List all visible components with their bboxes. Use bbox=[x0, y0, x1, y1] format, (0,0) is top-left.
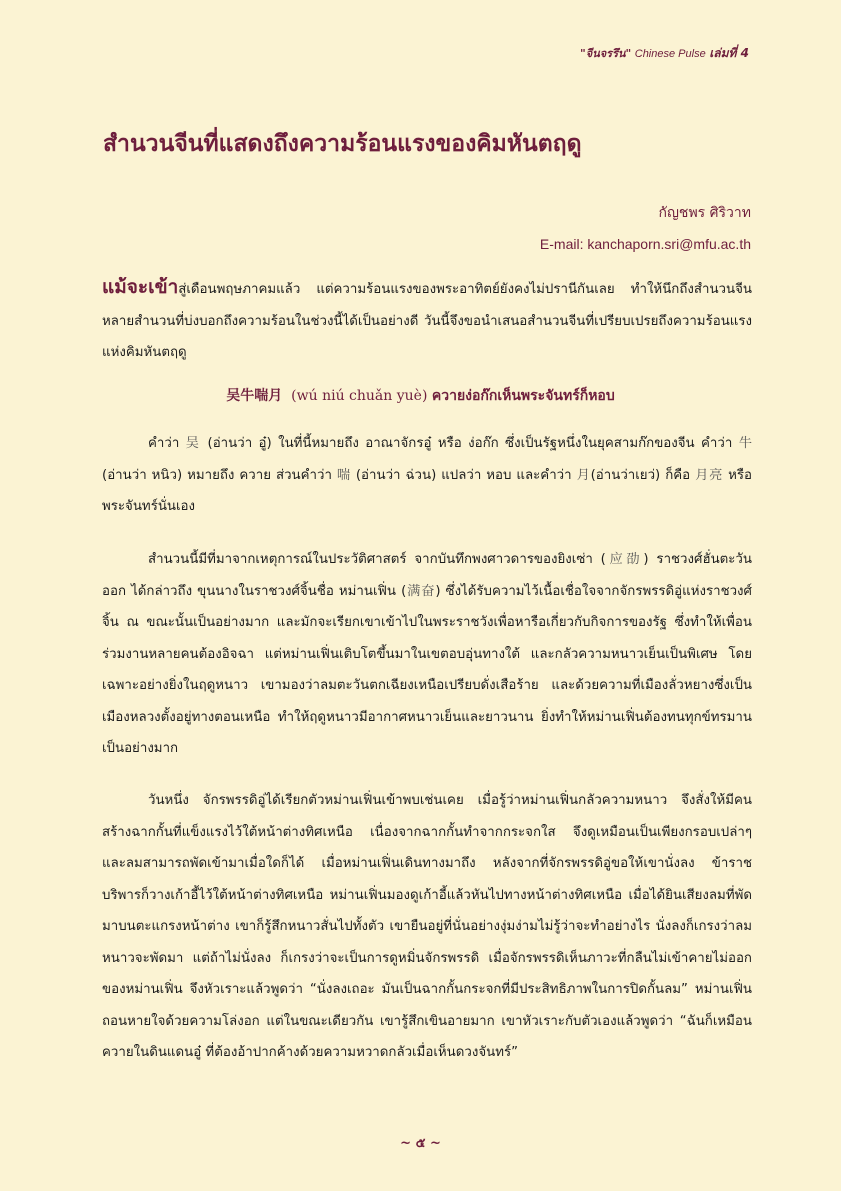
volume-label: เล่มที่ 4 bbox=[709, 46, 749, 60]
chinese-char: 应劭 bbox=[605, 552, 644, 567]
author-email: E-mail: kanchaporn.sri@mfu.ac.th bbox=[539, 236, 751, 252]
paragraph-origin bbox=[102, 544, 752, 765]
idiom-pinyin: (wú niú chuǎn yuè) bbox=[291, 388, 428, 404]
author-name: กัญชพร ศิริวาท bbox=[658, 205, 751, 221]
chinese-char: 喘 bbox=[336, 467, 351, 483]
text-span: (อ่านว่า อู๋) ในที่นี้หมายถึง อาณาจักรอู๋ หรือ ง่อก๊ก ซึ่งเป็นรัฐหนึ่งในยุคสามก๊กของจีน คำว่า bbox=[201, 436, 739, 451]
paragraph-word-meaning bbox=[102, 428, 752, 523]
text-span: ) ซึ่งได้รับความไว้เนื้อเชื่อใจจากจักรพรรดิอู่แห่งราชวงศ์จิ้น ณ ขณะนั้นเป็นอย่างมาก และมักจะเรียกเขาเข้าไปในพระราชวังเพื่อหารือเกี่ยวกับกิจการของรัฐ ซึ่งทำให้เพื่อนร่วมงานหลายคนต้องอิจฉา แต่หม่านเฟิ่นเติบโตขึ้นมาในเขตอบอุ่นทางใต้ และกลัวความหนาวเย็นเป็นพิเศษ โดยเฉพาะอย่างยิ่งในฤดูหนาว เขามองว่าลมตะวันตกเฉียงเหนือเปรียบดั่งเสือร้าย และด้วยความที่เมืองลั่วหยางซึ่งเป็นเมืองหลวงตั้งอยู่ทางตอนเหนือ ทำให้ฤดูหนาวมีอากาศหนาวเย็นและยาวนาน ยิ่งทำให้หม่านเฟิ่นต้องทนทุกข์ทรมานเป็นอย่างมาก bbox=[102, 583, 752, 756]
text-span: หรือพระจันทร์นั่นเอง bbox=[102, 467, 753, 514]
chinese-char: 牛 bbox=[738, 436, 752, 451]
text-span: (อ่านว่า หนิว) หมายถึง ควาย ส่วนคำว่า bbox=[102, 467, 337, 483]
text-span: คำว่า bbox=[148, 436, 186, 451]
chinese-char: 月亮 bbox=[695, 467, 724, 483]
magazine-subtitle: Chinese Pulse bbox=[634, 48, 706, 60]
lead-word: แม้จะเข้า bbox=[102, 276, 179, 298]
article-title: สำนวนจีนที่แสดงถึงความร้อนแรงของคิมหันตฤดู bbox=[103, 131, 582, 157]
idiom-hanzi: 吴牛喘月 bbox=[226, 388, 283, 404]
idiom-thai-translation: ควายง่อก๊กเห็นพระจันทร์ก็หอบ bbox=[431, 388, 615, 404]
paragraph-story: วันหนึ่ง จักรพรรดิอู่ได้เรียกตัวหม่านเฟิ่นเข้าพบเช่นเคย เมื่อรู้ว่าหม่านเฟิ่นกลัวความหนาว จึงสั่งให้มีคนสร้างฉากกั้นที่แข็งแรงไว้ใต้หน้าต่างทิศเหนือ เนื่องจากฉากกั้นทำจากกระจกใส จึงดูเหมือนเป็นเพียงกรอบเปล่าๆ และลมสามารถพัดเข้ามาเมื่อใดก็ได้ เมื่อหม่านเฟิ่นเดินทางมาถึง หลังจากที่จักรพรรดิอู่ขอให้เขานั่งลง ข้าราชบริพารก็วางเก้าอี้ไว้ใต้หน้าต่างทิศเหนือ หม่านเฟิ่นมองดูเก้าอี้แล้วหันไปทางหน้าต่างทิศเหนือ เมื่อได้ยินเสียงลมที่พัดมาบนตะแกรงหน้าต่าง เขาก็รู้สึกหนาวสั่นไปทั้งตัว เขายืนอยู่ที่นั่นอย่างงุ่มง่ามไม่รู้ว่าจะทำอย่างไร นั่งลงก็เกรงว่าลมหนาวจะพัดมา แต่ถ้าไม่นั่งลง ก็เกรงว่าจะเป็นการดูหมิ่นจักรพรรดิ เมื่อจักรพรรดิเห็นภาวะที่กลืนไม่เข้าคายไม่ออกของหม่านเฟิ่น จึงหัวเราะแล้วพูดว่า “นั่งลงเถอะ มันเป็นฉากกั้นกระจกที่มีประสิทธิภาพในการปิดกั้นลม” หม่านเฟิ่นถอนหายใจด้วยความโล่งอก แต่ในขณะเดียวกัน เขารู้สึกเขินอายมาก เขาหัวเราะกับตัวเองแล้วพูดว่า “ฉันก็เหมือนควายในดินแดนอู๋ ที่ต้องอ้าปากค้างด้วยความหวาดกลัวเมื่อเห็นดวงจันทร์” bbox=[102, 793, 752, 1060]
chinese-char: 吴 bbox=[185, 436, 202, 451]
text-span: (อ่านว่า ฉ่วน) แปลว่า หอบ และคำว่า bbox=[350, 467, 577, 483]
text-span: ) ราชวงศ์ฮั่นตะวันออก ได้กล่าวถึง ขุนนางในราชวงศ์จิ้นชื่อ หม่านเฟิ่น ( bbox=[102, 552, 752, 599]
text-span: สำนวนนี้มีที่มาจากเหตุการณ์ในประวัติศาสตร์ จากบันทึกพงศาวดารของยิงเซ่า ( bbox=[148, 552, 606, 567]
text-span: (อ่านว่าเยว่) ก็คือ bbox=[590, 467, 696, 483]
running-header bbox=[580, 44, 749, 63]
chinese-char: 满奋 bbox=[406, 583, 436, 599]
intro-text: สู่เดือนพฤษภาคมแล้ว แต่ความร้อนแรงของพระอาทิตย์ยังคงไม่ปรานีกันเลย ทำให้นึกถึงสำนวนจีนหลายสำนวนที่บ่งบอกถึงความร้อนในช่วงนี้ได้เป็นอย่างดี วันนี้จึงขอนำเสนอสำนวนจีนที่เปรียบเปรยถึงความร้อนแรงแห่งคิมหันตฤดู bbox=[102, 282, 752, 360]
chinese-char: 月 bbox=[576, 467, 591, 483]
intro-paragraph bbox=[102, 272, 752, 369]
magazine-name: "จีนจรรึน" bbox=[580, 47, 632, 60]
page-number: ~ ๕ ~ bbox=[400, 1136, 441, 1151]
idiom-heading bbox=[0, 385, 841, 407]
